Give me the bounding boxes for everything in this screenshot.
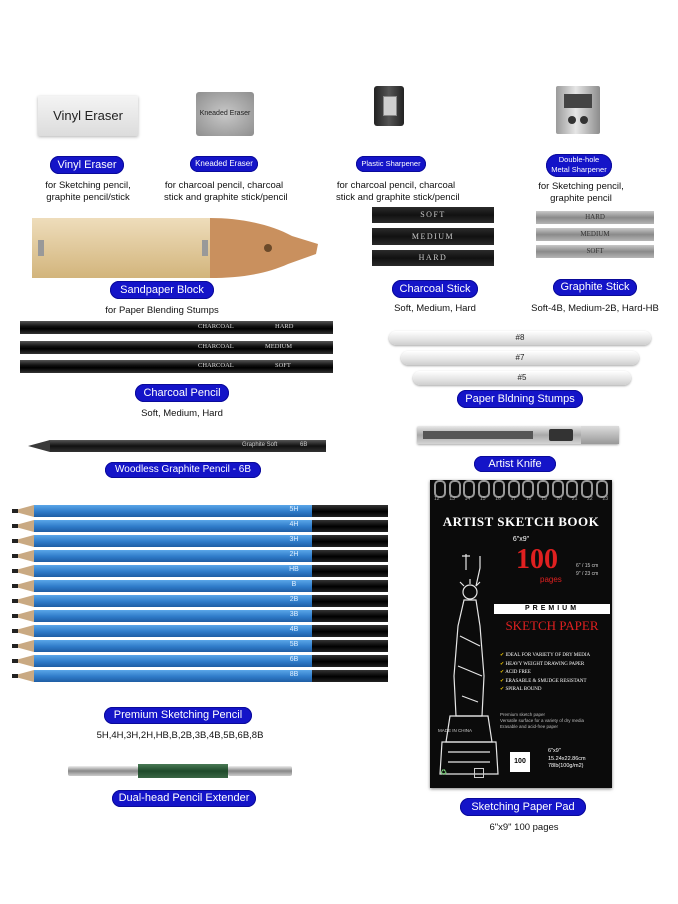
vinyl-eraser-desc: for Sketching pencil, graphite pencil/stick [45, 180, 131, 203]
blending-stump-7: #7 [401, 351, 639, 365]
charcoal-pencil-medium: CHARCOAL MEDIUM [20, 341, 333, 354]
certification-icon [474, 768, 484, 778]
sketch-pencil-set [0, 505, 400, 700]
charcoal-stick-soft: SOFT [372, 207, 494, 223]
plastic-sharpener-desc: for charcoal pencil, charcoal stick and graphite stick/pencil [336, 180, 460, 203]
artist-knife-image [417, 426, 619, 444]
charcoal-stick-label: Charcoal Stick [392, 280, 478, 298]
sketch-pencil: HB [12, 565, 388, 577]
book-size: 6"x9" [512, 536, 530, 543]
sketch-paper-title: SKETCH PAPER [505, 618, 599, 633]
pencil-extender-label: Dual-head Pencil Extender [112, 790, 256, 807]
sketch-pencil: 4H [12, 520, 388, 532]
sketch-pencil: 8B [12, 670, 388, 682]
sketch-pad-label: Sketching Paper Pad [460, 798, 586, 816]
kneaded-eraser-text: Kneaded Eraser [199, 110, 251, 117]
statue-of-liberty-illustration [436, 546, 502, 778]
premium-banner: PREMIUM [494, 604, 610, 614]
metal-sharpener-image [556, 86, 600, 134]
sketch-pencil: 5H [12, 505, 388, 517]
sketch-pencil: 3H [12, 535, 388, 547]
graphite-stick-medium: MEDIUM [536, 228, 654, 241]
woodless-pencil-brand: Graphite Soft [242, 442, 278, 448]
sketch-pencil: 2B [12, 595, 388, 607]
sketch-pencil: 4B [12, 625, 388, 637]
woodless-pencil-image [28, 440, 326, 453]
charcoal-pencil-label: Charcoal Pencil [135, 384, 229, 402]
book-count-unit: pages [540, 575, 562, 584]
sketch-pad-desc: 6"x9" 100 pages [489, 822, 559, 833]
charcoal-pencil-desc: Soft, Medium, Hard [141, 408, 223, 419]
blending-stump-5: #5 [413, 371, 631, 385]
pencil-extender-image [68, 764, 292, 778]
recycle-icon: ♻ [440, 768, 448, 777]
sketch-pencil-desc: 5H,4H,3H,2H,HB,B,2B,3B,4B,5B,6B,8B [96, 730, 264, 741]
spiral-binding [434, 480, 608, 496]
sandpaper-block-desc: for Paper Blending Stumps [105, 305, 219, 316]
charcoal-stick-desc: Soft, Medium, Hard [394, 303, 476, 314]
woodless-pencil-label: Woodless Graphite Pencil - 6B [105, 462, 261, 478]
book-count: 100 [516, 544, 558, 575]
graphite-stick-soft: SOFT [536, 245, 654, 258]
sketch-pencil: 5B [12, 640, 388, 652]
charcoal-pencil-soft: CHARCOAL SOFT [20, 360, 333, 373]
plastic-sharpener-label: Plastic Sharpener [356, 156, 426, 172]
sketch-pencil-label: Premium Sketching Pencil [104, 707, 252, 724]
vinyl-eraser-text: Vinyl Eraser [53, 108, 123, 123]
kneaded-eraser-label: Kneaded Eraser [190, 156, 258, 172]
feature-list: ✔ IDEAL FOR VARIETY OF DRY MEDIA ✔ HEAVY WEIGHT DRAWING PAPER ✔ ACID FREE ✔ ERASABLE & SMUDGE RESISTANT ✔ SPIRAL BOUND [500, 653, 591, 692]
kneaded-eraser-image [196, 92, 254, 136]
kneaded-eraser-desc: for charcoal pencil, charcoal stick and graphite stick/pencil [164, 180, 288, 203]
made-in: MADE IN CHINA [438, 728, 473, 733]
vinyl-eraser-image [38, 96, 138, 136]
sandpaper-block-image [30, 214, 320, 280]
graphite-stick-label: Graphite Stick [553, 279, 637, 296]
blending-stump-8: #8 [389, 331, 651, 345]
graphite-stick-desc: Soft-4B, Medium-2B, Hard-HB [531, 303, 659, 314]
sketch-pencil: B [12, 580, 388, 592]
sketch-pencil: 6B [12, 655, 388, 667]
book-small-text: Premium sketch paper Versatile surface for a variety of dry media Erasable and acid-free paper [500, 712, 585, 729]
plastic-sharpener-image [374, 86, 404, 126]
charcoal-stick-medium: MEDIUM [372, 228, 494, 245]
sketch-pencil: 3B [12, 610, 388, 622]
sketch-pencil: 2H [12, 550, 388, 562]
charcoal-pencil-hard: CHARCOAL HARD [20, 321, 333, 334]
graphite-stick-hard: HARD [536, 211, 654, 224]
artist-knife-label: Artist Knife [474, 456, 556, 472]
metal-sharpener-desc: for Sketching pencil, graphite pencil [538, 181, 624, 204]
sandpaper-block-label: Sandpaper Block [110, 281, 214, 299]
charcoal-stick-hard: HARD [372, 250, 494, 266]
book-dims: 6" / 15 cm 9" / 23 cm [576, 563, 599, 577]
book-spec: 6"x9" 15.24x22.86cm 78lb(100g/m2) [548, 748, 586, 769]
ruler-strip: 12 13 14 15 16 17 18 19 20 21 22 23 [434, 496, 608, 502]
vinyl-eraser-label: Vinyl Eraser [50, 156, 124, 174]
woodless-pencil-grade: 6B [300, 442, 308, 448]
sketch-book-cover [430, 480, 612, 788]
count-badge: 100 [510, 752, 530, 772]
metal-sharpener-label: Double-hole Metal Sharpener [546, 154, 612, 177]
blending-stumps-label: Paper Bldning Stumps [457, 390, 583, 408]
book-title: ARTIST SKETCH BOOK [442, 514, 600, 529]
